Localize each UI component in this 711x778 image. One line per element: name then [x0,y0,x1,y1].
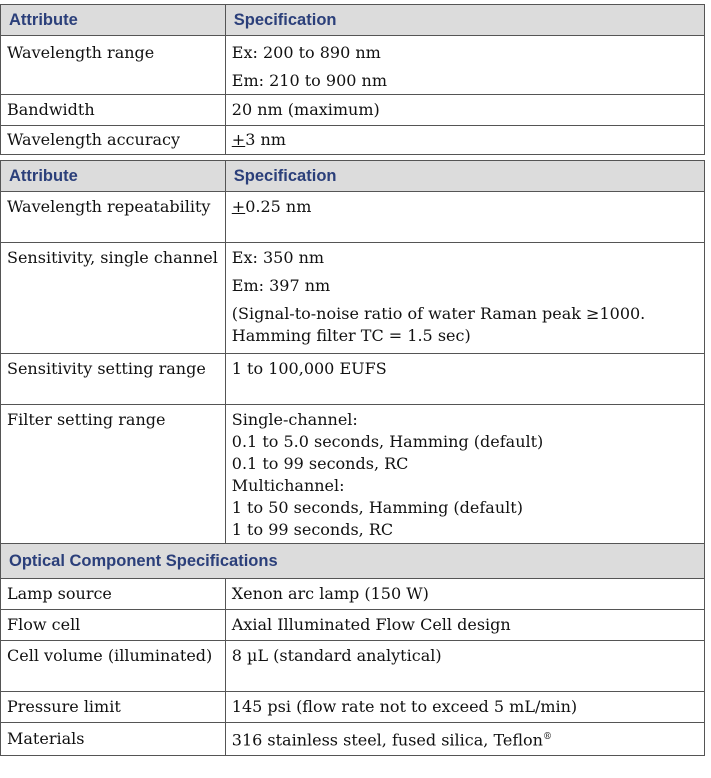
spec-table-1 [0,4,705,155]
table-row [1,579,705,610]
spec-materials [225,723,704,756]
table-row [1,192,705,243]
plus-minus-sign: + [231,130,246,149]
spec-line: 1 to 99 seconds, RC [231,520,394,539]
spec-wavelength-range [225,36,704,95]
table-row [1,36,705,95]
spec-line: Hamming filter TC = 1.5 sec) [231,326,471,345]
spec-lamp-source: Xenon arc lamp (150 W) [225,579,704,610]
attr-sensitivity-setting: Sensitivity setting range [1,354,226,405]
table-row [1,405,705,544]
section-title: Optical Component Specifications [1,544,705,579]
table-row [1,641,705,692]
spec-line: Em: 210 to 900 nm [231,71,387,90]
attr-pressure-limit: Pressure limit [1,692,226,723]
spec-bandwidth: 20 nm (maximum) [225,95,704,126]
spec-line: (Signal-to-noise ratio of water Raman peak ≥1000. [231,304,646,323]
spec-value: 0.25 nm [245,197,312,216]
spec-line: Multichannel: [231,476,345,495]
header-specification: Specification [225,161,704,192]
spec-sensitivity-single [225,243,704,354]
spec-wavelength-repeatability [225,192,704,243]
section-header-row [1,544,705,579]
spec-line: Em: 397 nm [231,276,331,295]
spec-cell-volume: 8 µL (standard analytical) [225,641,704,692]
attr-cell-volume: Cell volume (illuminated) [1,641,226,692]
table-row [1,95,705,126]
table-row [1,610,705,641]
attr-filter-setting: Filter setting range [1,405,226,544]
attr-bandwidth: Bandwidth [1,95,226,126]
table-row [1,126,705,155]
table-row [1,692,705,723]
spec-line: Ex: 350 nm [231,248,325,267]
spec-wavelength-accuracy [225,126,704,155]
spec-filter-setting [225,405,704,544]
spec-value: 316 stainless steel, fused silica, Teflon [231,730,543,750]
attr-lamp-source: Lamp source [1,579,226,610]
spec-line: 1 to 50 seconds, Hamming (default) [231,498,523,517]
table-header-row [1,5,705,36]
table-row [1,723,705,756]
spec-line: 0.1 to 5.0 seconds, Hamming (default) [231,432,544,451]
spec-line: Ex: 200 to 890 nm [231,43,381,62]
header-attribute: Attribute [1,161,226,192]
table-header-row [1,161,705,192]
spec-value: 3 nm [245,130,286,149]
plus-minus-sign: + [231,197,246,216]
spec-sensitivity-setting: 1 to 100,000 EUFS [225,354,704,405]
attr-materials: Materials [1,723,226,756]
header-attribute: Attribute [1,5,226,36]
table-row [1,243,705,354]
table-row [1,354,705,405]
attr-flow-cell: Flow cell [1,610,226,641]
registered-mark: ® [542,732,552,743]
spec-flow-cell: Axial Illuminated Flow Cell design [225,610,704,641]
spec-table-2 [0,160,705,756]
attr-sensitivity-single: Sensitivity, single channel [1,243,226,354]
attr-wavelength-repeatability: Wavelength repeatability [1,192,226,243]
spec-line: 0.1 to 99 seconds, RC [231,454,409,473]
spec-line: Single-channel: [231,410,358,429]
header-specification: Specification [225,5,704,36]
attr-wavelength-range: Wavelength range [1,36,226,95]
spec-pressure-limit: 145 psi (flow rate not to exceed 5 mL/min) [225,692,704,723]
attr-wavelength-accuracy: Wavelength accuracy [1,126,226,155]
